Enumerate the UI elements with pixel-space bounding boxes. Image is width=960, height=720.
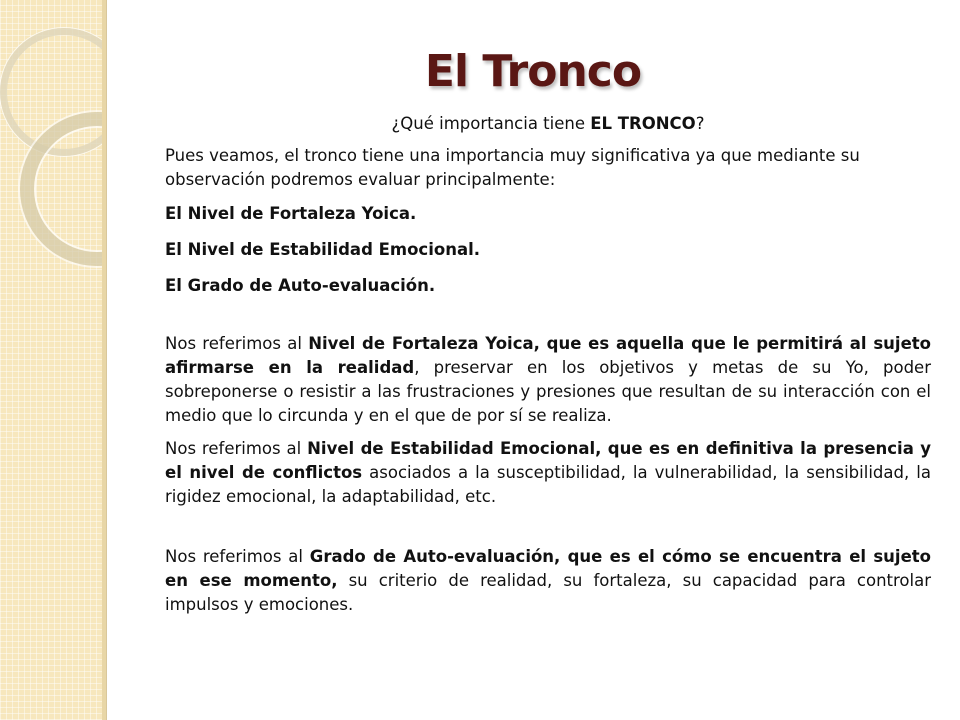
- paragraph-rest: asociados a la susceptibilidad, la vulnerabilidad, la sensibilidad, la rigidez emocional, la adaptabilidad, etc.: [165, 463, 931, 506]
- list-item: El Grado de Auto-evaluación.: [165, 276, 436, 295]
- question-prefix: ¿Qué importancia tiene: [391, 114, 591, 133]
- paragraph-bold: Nivel de Fortaleza Yoica, que es aquella que le permitirá al sujeto afirmarse en la realidad: [165, 334, 931, 377]
- list-item: El Nivel de Fortaleza Yoica.: [165, 204, 417, 223]
- slide-title: El Tronco: [424, 46, 642, 97]
- paragraph-bold: Nivel de Estabilidad Emocional, que es en definitiva la presencia y el nivel de conflictos: [165, 439, 931, 482]
- paragraph-fortaleza: [165, 332, 931, 428]
- paragraph-lead: Nos referimos al: [165, 439, 308, 458]
- paragraph-rest: su criterio de realidad, su fortaleza, su capacidad para controlar impulsos y emociones.: [165, 571, 931, 614]
- paragraph-bold: Grado de Auto-evaluación, que es el cómo se encuentra el sujeto en ese momento,: [165, 547, 931, 590]
- side-band-edge: [102, 0, 106, 720]
- list-item: El Nivel de Estabilidad Emocional.: [165, 240, 480, 259]
- intro-paragraph: Pues veamos, el tronco tiene una importancia muy significativa ya que mediante su observación podremos evaluar principalmente:: [165, 146, 860, 189]
- paragraph-rest: , preservar en los objetivos y metas de su Yo, poder sobreponerse o resistir a las frustraciones y presiones que resultan de su interacción con el medio que lo circunda y en el que de por sí se realiza.: [165, 358, 931, 425]
- question-suffix: ?: [695, 114, 705, 133]
- paragraph-lead: Nos referimos al: [165, 547, 310, 566]
- question-bold: EL TRONCO: [590, 114, 696, 133]
- decorative-side-band: [0, 0, 107, 720]
- paragraph-lead: Nos referimos al: [165, 334, 309, 353]
- paragraph-autoevaluacion: [165, 545, 931, 617]
- question-line: [165, 112, 931, 136]
- slide-content: [165, 112, 931, 626]
- paragraph-estabilidad: [165, 437, 931, 509]
